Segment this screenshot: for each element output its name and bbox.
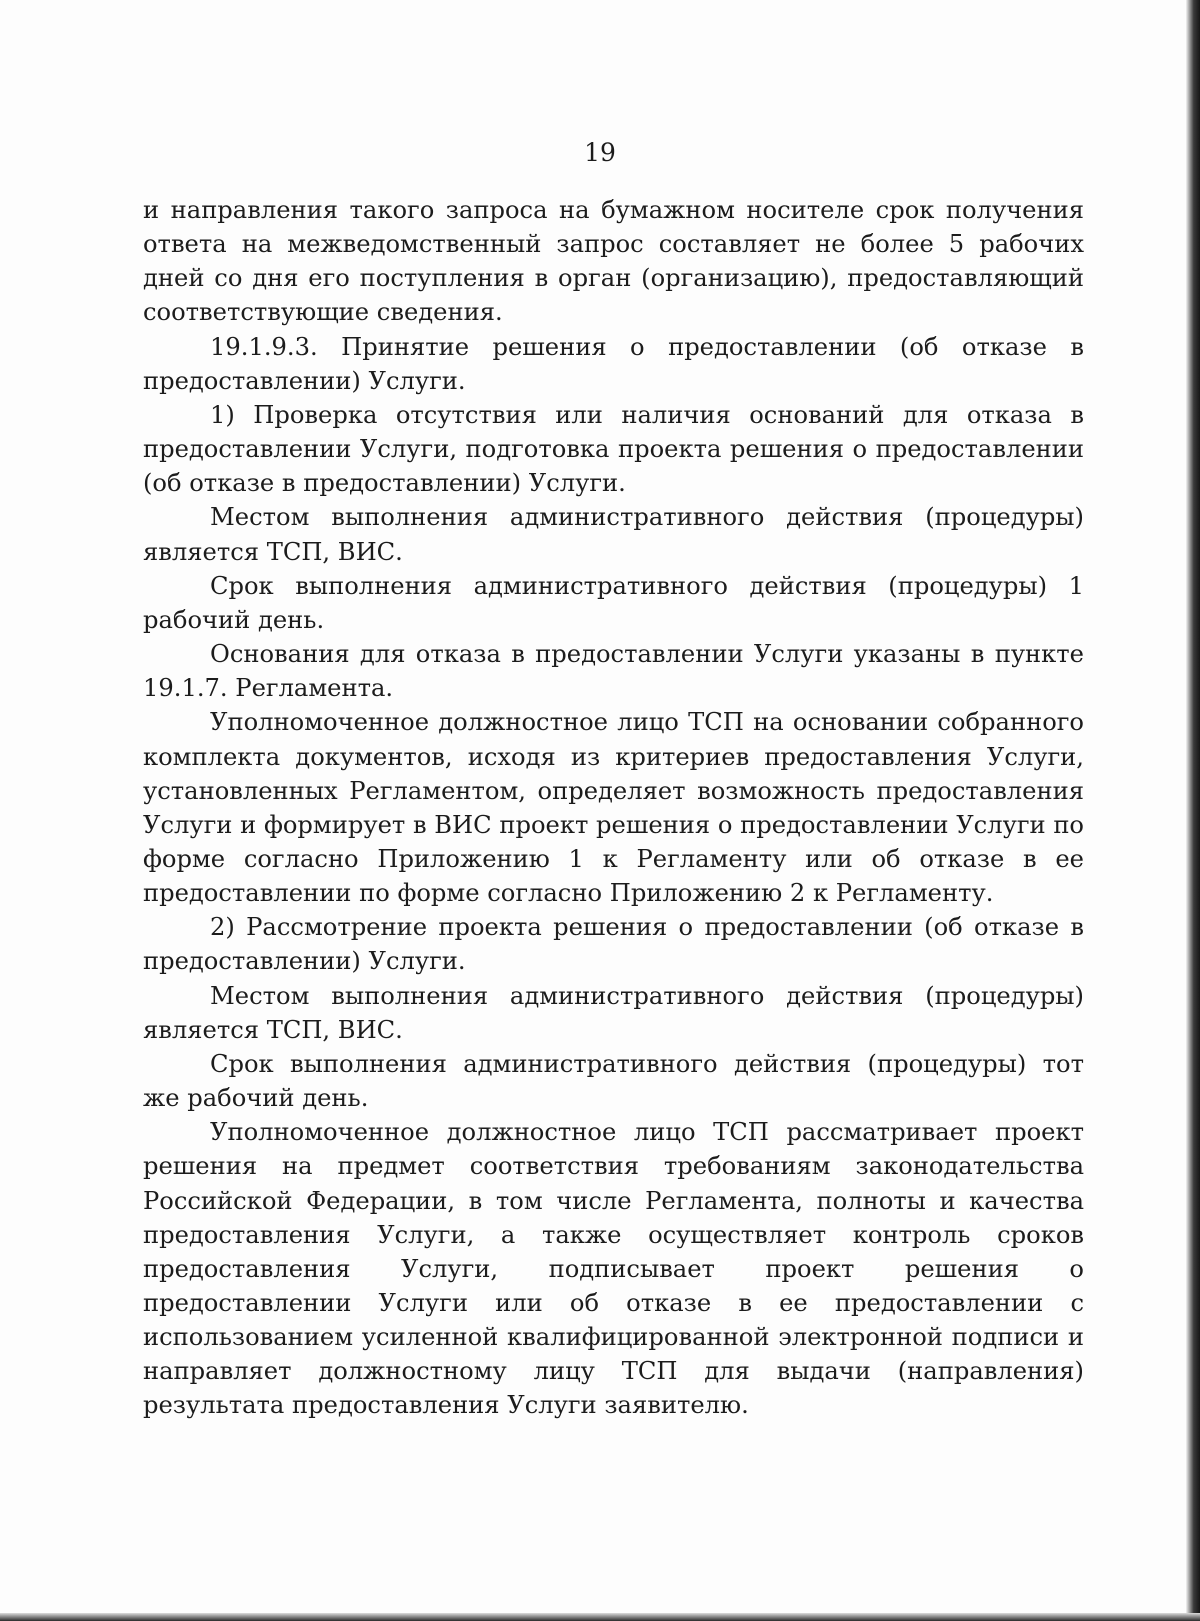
- paragraph-place: Местом выполнения административного действия (процедуры) является ТСП, ВИС.: [143, 981, 1084, 1044]
- scan-bottom-shadow: [0, 1613, 1200, 1621]
- paragraph-term: Срок выполнения административного действия (процедуры) тот же рабочий день.: [143, 1049, 1084, 1113]
- paragraph-official-review: Уполномоченное должностное лицо ТСП рассматривает проект решения на предмет соответствия требованиям законодательства Российской Федерации, в том числе Регламента, полноты и качества предоставления Услуги, а также осуществляет контроль сроков предоставления Услуги, подписывает проект решения о предоставлении Услуги или об отказе в ее предоставлении с использованием усиленной квалифицированной электронной подписи и направляет должностному лицу ТСП для выдачи (направления) результата предоставления Услуги заявителю.: [143, 1118, 1084, 1420]
- paragraph-grounds: Основания для отказа в предоставлении Услуги указаны в пункте 19.1.7. Регламента.: [143, 640, 1084, 703]
- paragraph-place: Местом выполнения административного действия (процедуры) является ТСП, ВИС.: [143, 503, 1084, 566]
- scan-edge-shadow: [1186, 0, 1200, 1621]
- paragraph-official-forms: Уполномоченное должностное лицо ТСП на основании собранного комплекта документов, исходя из критериев предоставления Услуги, установленных Регламентом, определяет возможность предоставления Услуги и формирует в ВИС проект решения о предоставлении Услуги по форме согласно Приложению 1 к Регламенту или об отказе в ее предоставлении по форме согласно Приложению 2 к Регламенту.: [143, 708, 1084, 908]
- paragraph-step-2: 2) Рассмотрение проекта решения о предоставлении (об отказе в предоставлении) Услуги.: [143, 913, 1084, 976]
- paragraph-term: Срок выполнения административного действия (процедуры) 1 рабочий день.: [143, 571, 1084, 634]
- paragraph-section-heading: 19.1.9.3. Принятие решения о предоставлении (об отказе в предоставлении) Услуги.: [143, 332, 1084, 395]
- document-body: [143, 193, 1084, 1423]
- paragraph-step-1: 1) Проверка отсутствия или наличия оснований для отказа в предоставлении Услуги, подготовка проекта решения о предоставлении (об отказе в предоставлении) Услуги.: [143, 400, 1084, 498]
- paragraph-continuation: и направления такого запроса на бумажном носителе срок получения ответа на межведомственный запрос составляет не более 5 рабочих дней со дня его поступления в орган (организацию), предоставляющий соответствующие сведения.: [143, 196, 1084, 327]
- page-number: 19: [584, 138, 616, 167]
